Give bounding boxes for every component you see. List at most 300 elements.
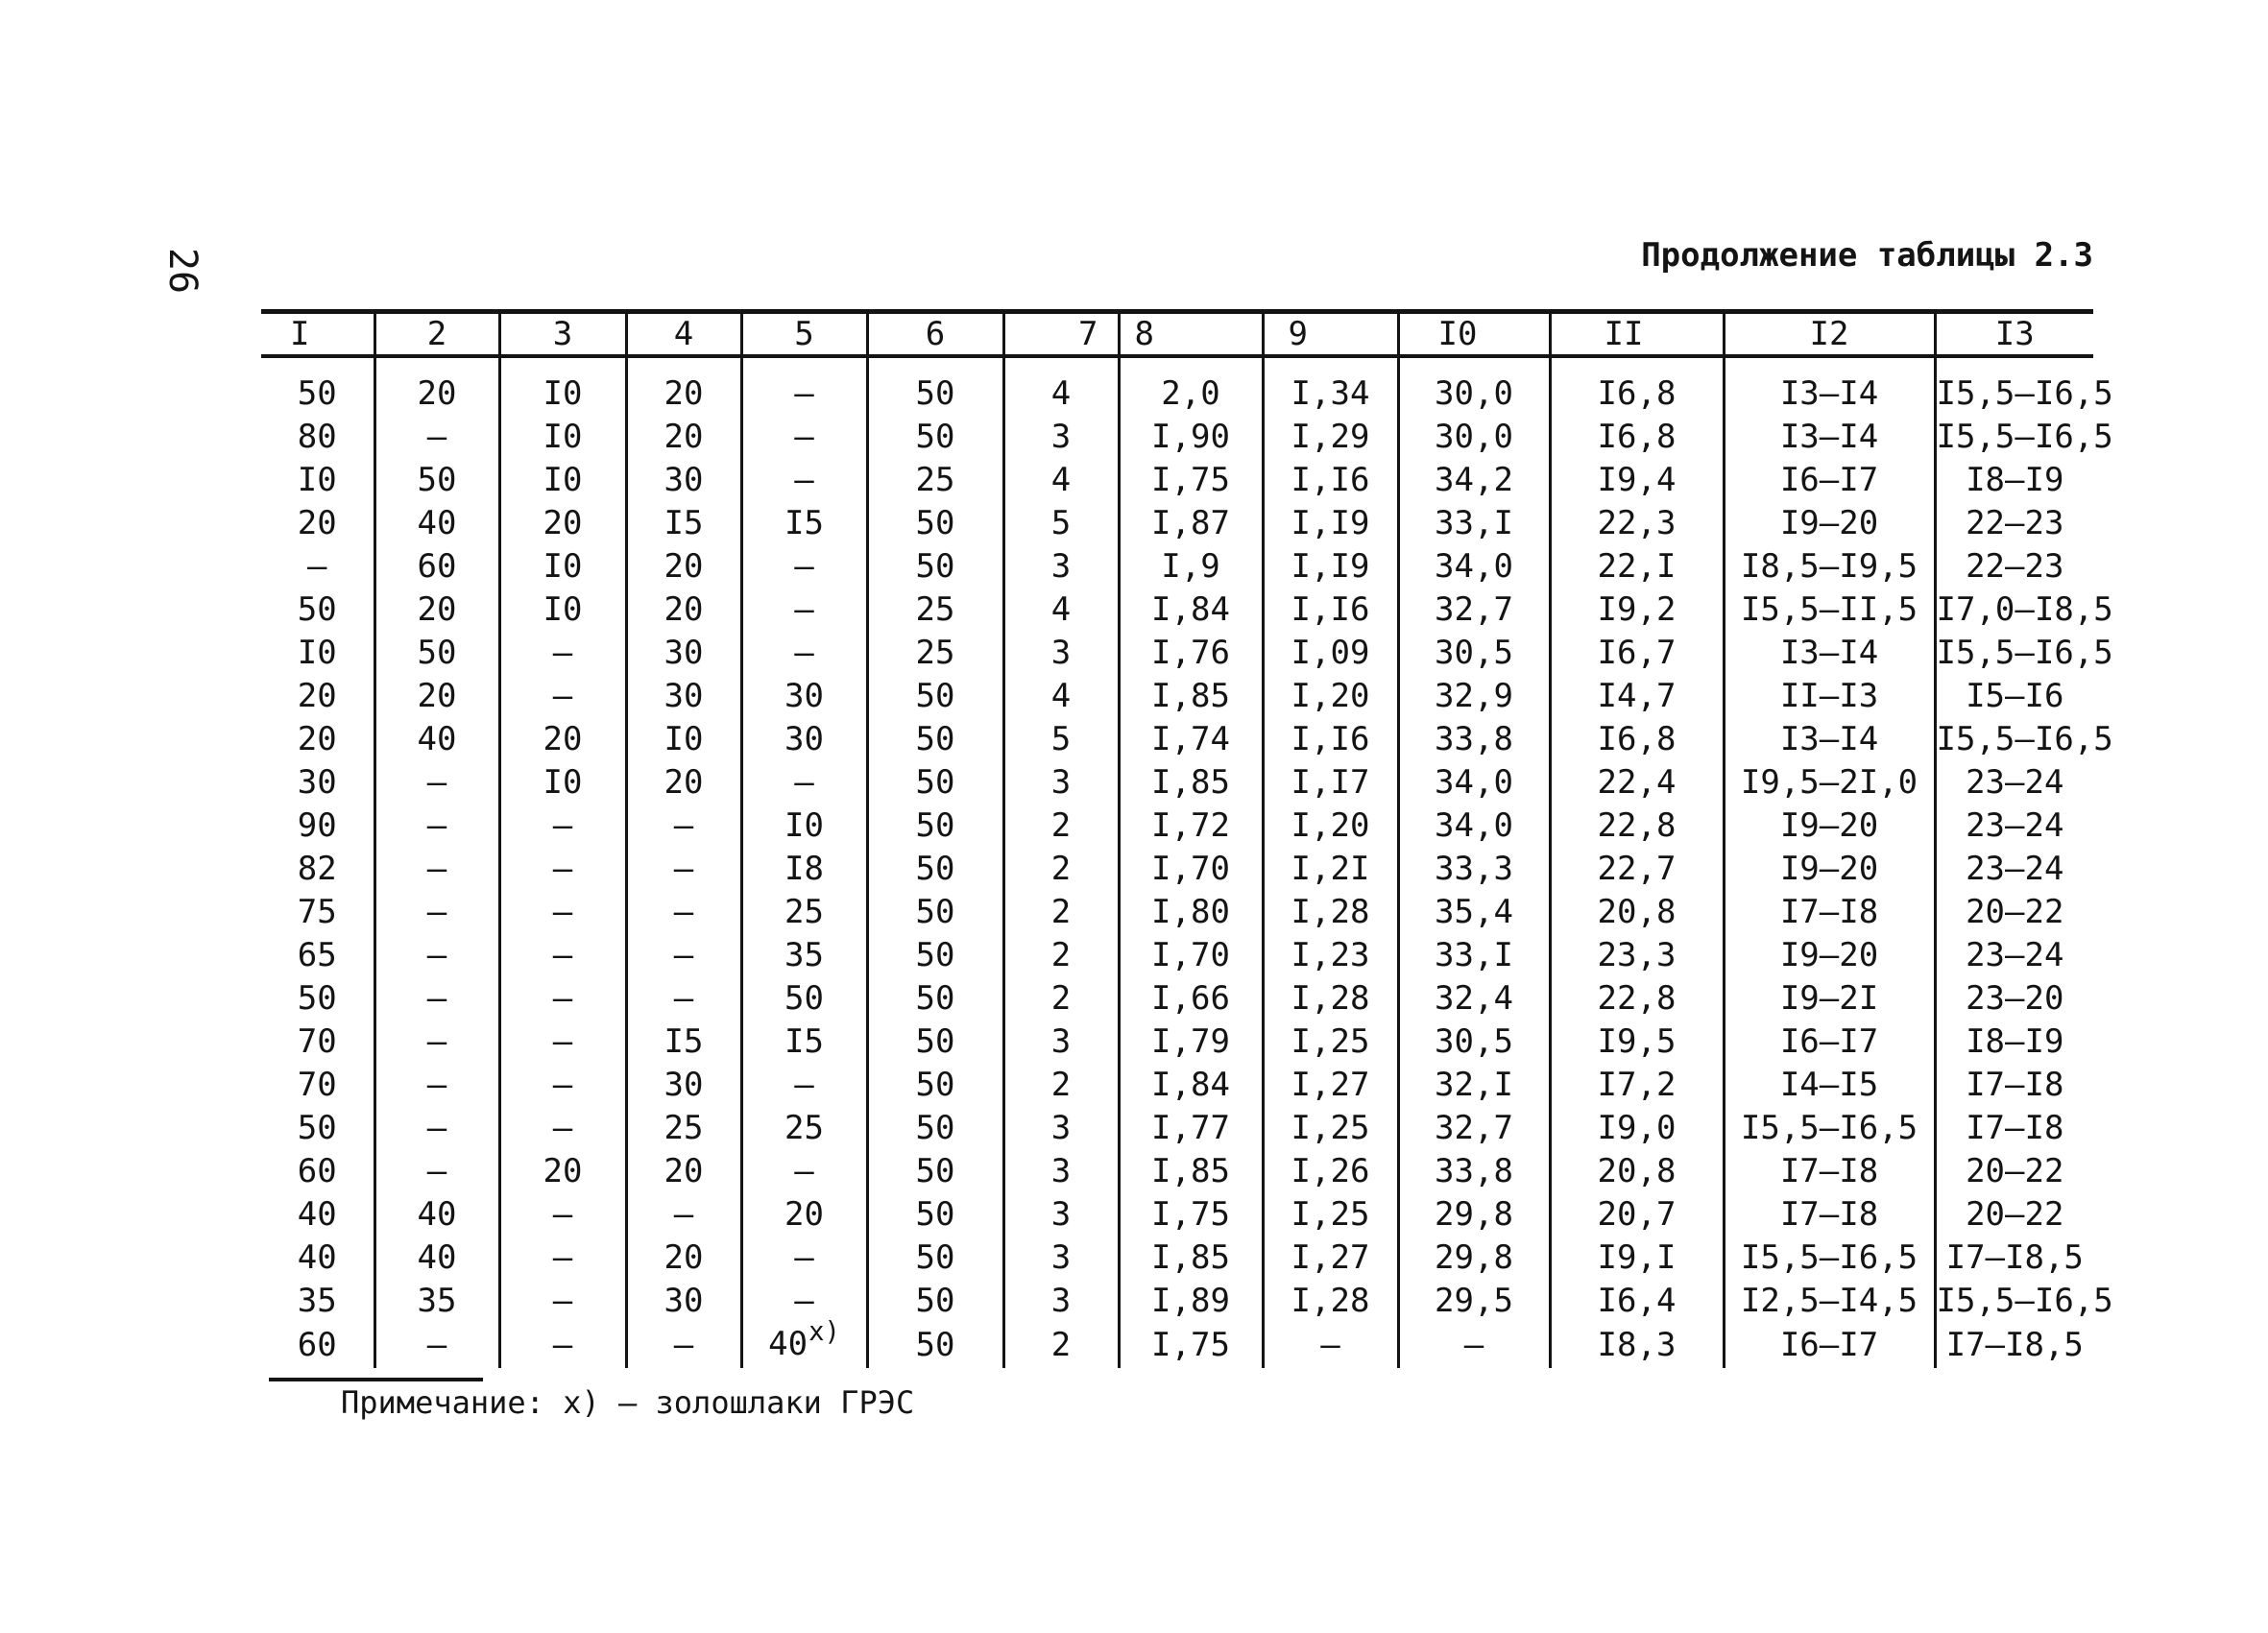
cell-value: I,84 bbox=[1151, 1066, 1230, 1104]
table-cell bbox=[499, 1323, 626, 1368]
cell-value: 20 bbox=[543, 720, 583, 758]
cell-value: 50 bbox=[915, 1109, 955, 1147]
table-cell bbox=[1003, 718, 1119, 761]
cell-value: 32,7 bbox=[1435, 590, 1513, 629]
table-cell bbox=[1550, 804, 1724, 848]
table-cell bbox=[1263, 1193, 1398, 1237]
cell-value: 20,8 bbox=[1597, 1152, 1677, 1190]
table-cell bbox=[867, 1150, 1003, 1193]
table-cell bbox=[1263, 1280, 1398, 1323]
table-cell bbox=[1398, 1237, 1550, 1280]
table-cell bbox=[867, 1107, 1003, 1150]
cell-value: 40 bbox=[417, 504, 457, 542]
footnote-marker: x) bbox=[808, 1317, 840, 1348]
table-cell bbox=[1724, 1280, 1935, 1323]
cell-value: I8–I9 bbox=[1966, 1022, 2064, 1061]
cell-value: 30,0 bbox=[1435, 374, 1513, 413]
cell-value: I6,8 bbox=[1597, 374, 1677, 413]
table-cell bbox=[1119, 1193, 1263, 1237]
table-cell bbox=[1724, 848, 1935, 891]
table-cell bbox=[1550, 1021, 1724, 1064]
table-cell bbox=[1398, 804, 1550, 848]
table-cell bbox=[374, 1064, 499, 1107]
table-cell bbox=[741, 1193, 867, 1237]
table-cell bbox=[374, 675, 499, 718]
table-cell bbox=[1398, 891, 1550, 934]
cell-value: – bbox=[552, 677, 573, 715]
table-cell bbox=[1263, 416, 1398, 459]
cell-value: 40 bbox=[297, 1195, 337, 1234]
table-cell bbox=[741, 804, 867, 848]
cell-value: 23–24 bbox=[1966, 763, 2064, 802]
cell-value: 50 bbox=[297, 374, 337, 413]
table-row bbox=[261, 891, 2093, 934]
cell-value: 23,3 bbox=[1597, 936, 1677, 974]
table-cell bbox=[1724, 459, 1935, 502]
table-cell bbox=[261, 718, 374, 761]
table-cell bbox=[1263, 891, 1398, 934]
table-cell bbox=[261, 354, 374, 416]
table-cell bbox=[499, 848, 626, 891]
cell-value: – bbox=[673, 1195, 694, 1234]
table-row bbox=[261, 1193, 2093, 1237]
table-cell bbox=[867, 1193, 1003, 1237]
table-cell bbox=[1935, 804, 2093, 848]
table-cell bbox=[626, 1193, 741, 1237]
table-cell bbox=[741, 1280, 867, 1323]
column-header-11: II bbox=[1550, 314, 1724, 354]
column-header-1: I bbox=[290, 315, 310, 353]
table-cell bbox=[867, 354, 1003, 416]
table-cell bbox=[741, 1021, 867, 1064]
table-cell bbox=[1724, 718, 1935, 761]
cell-value: I0 bbox=[543, 461, 583, 499]
table-cell bbox=[261, 761, 374, 804]
table-cell bbox=[374, 761, 499, 804]
cell-value: 50 bbox=[915, 806, 955, 845]
cell-value: I,34 bbox=[1291, 374, 1370, 413]
cell-value: I,I6 bbox=[1291, 461, 1370, 499]
table-cell bbox=[374, 1323, 499, 1368]
table-cell bbox=[1119, 1107, 1263, 1150]
cell-value: I5,5–I6,5 bbox=[1936, 374, 2113, 413]
cell-value: I5 bbox=[784, 1022, 824, 1061]
table-cell bbox=[261, 1021, 374, 1064]
table-cell bbox=[626, 718, 741, 761]
cell-value: 2 bbox=[1050, 806, 1072, 845]
table-cell bbox=[626, 891, 741, 934]
table-row bbox=[261, 761, 2093, 804]
cell-value: – bbox=[794, 418, 814, 456]
cell-value: 20 bbox=[543, 504, 583, 542]
cell-value: I3–I4 bbox=[1779, 634, 1879, 672]
cell-value: 20–22 bbox=[1966, 1152, 2064, 1190]
cell-value: 50 bbox=[297, 590, 337, 629]
cell-value: I8 bbox=[784, 850, 824, 888]
cell-value: 30,5 bbox=[1435, 1022, 1513, 1061]
table-cell bbox=[1119, 588, 1263, 632]
table-row bbox=[261, 848, 2093, 891]
table-cell bbox=[1003, 588, 1119, 632]
cell-value: 34,0 bbox=[1435, 806, 1513, 845]
cell-value: 30 bbox=[664, 1282, 704, 1320]
table-row bbox=[261, 934, 2093, 977]
cell-value: I7,0–I8,5 bbox=[1936, 590, 2113, 629]
cell-value: – bbox=[794, 590, 814, 629]
footnote: Примечание: x) – золошлаки ГРЭС bbox=[341, 1384, 915, 1421]
cell-value: 34,0 bbox=[1435, 547, 1513, 586]
table-cell bbox=[499, 1280, 626, 1323]
table-cell bbox=[374, 1237, 499, 1280]
cell-value: 50 bbox=[417, 461, 457, 499]
table-cell bbox=[1935, 1237, 2093, 1280]
table-cell bbox=[741, 1064, 867, 1107]
cell-value: – bbox=[426, 806, 447, 845]
cell-value: 40 bbox=[768, 1325, 808, 1363]
cell-value: I5,5–I6,5 bbox=[1936, 720, 2113, 758]
cell-value: I,2I bbox=[1291, 850, 1370, 888]
column-header-5: 5 bbox=[741, 314, 867, 354]
cell-value: – bbox=[552, 1066, 573, 1104]
table-row bbox=[261, 718, 2093, 761]
cell-value: 35,4 bbox=[1435, 893, 1513, 931]
table-cell bbox=[1398, 1150, 1550, 1193]
cell-value: – bbox=[794, 461, 814, 499]
cell-value: 20 bbox=[664, 1152, 704, 1190]
cell-value: I,66 bbox=[1151, 979, 1230, 1018]
cell-value: 2 bbox=[1050, 1066, 1072, 1104]
table-cell bbox=[499, 891, 626, 934]
cell-value: 20–22 bbox=[1966, 893, 2064, 931]
table-cell bbox=[499, 545, 626, 588]
table-cell bbox=[741, 354, 867, 416]
table-cell bbox=[1119, 632, 1263, 675]
table-cell bbox=[1550, 545, 1724, 588]
table-cell bbox=[741, 1317, 867, 1368]
table-cell bbox=[1935, 1193, 2093, 1237]
table-cell bbox=[626, 1237, 741, 1280]
table-cell bbox=[499, 1193, 626, 1237]
table-cell bbox=[261, 891, 374, 934]
cell-value: – bbox=[426, 1022, 447, 1061]
table-cell bbox=[1003, 1323, 1119, 1368]
cell-value: I5,5–I6,5 bbox=[1740, 1109, 1918, 1147]
cell-value: – bbox=[552, 1238, 573, 1277]
table-cell bbox=[1263, 804, 1398, 848]
table-cell bbox=[867, 718, 1003, 761]
cell-value: 32,7 bbox=[1435, 1109, 1513, 1147]
table-cell bbox=[867, 588, 1003, 632]
table-cell bbox=[867, 934, 1003, 977]
table-cell bbox=[1003, 1237, 1119, 1280]
table-cell bbox=[1119, 354, 1263, 416]
cell-value: 30 bbox=[784, 720, 824, 758]
cell-value: 22,8 bbox=[1597, 806, 1677, 845]
table-cell bbox=[1003, 1021, 1119, 1064]
table-caption: Продолжение таблицы 2.3 bbox=[1641, 236, 2093, 275]
table-cell bbox=[626, 354, 741, 416]
cell-value: 50 bbox=[915, 677, 955, 715]
table-cell bbox=[1398, 588, 1550, 632]
cell-value: 50 bbox=[297, 979, 337, 1018]
cell-value: I0 bbox=[297, 634, 337, 672]
table-cell bbox=[1003, 848, 1119, 891]
table-cell bbox=[1003, 545, 1119, 588]
cell-value: I9–20 bbox=[1779, 504, 1879, 542]
cell-value: 3 bbox=[1050, 763, 1072, 802]
cell-value: I,85 bbox=[1151, 1152, 1230, 1190]
cell-value: I5,5–I6,5 bbox=[1936, 1282, 2113, 1320]
table-cell bbox=[867, 804, 1003, 848]
table-cell bbox=[1398, 545, 1550, 588]
cell-value: 3 bbox=[1050, 1195, 1072, 1234]
cell-value: 22,I bbox=[1597, 547, 1677, 586]
cell-value: 25 bbox=[915, 634, 955, 672]
cell-value: I3–I4 bbox=[1779, 374, 1879, 413]
cell-value: I,75 bbox=[1151, 1326, 1230, 1364]
table-cell bbox=[499, 934, 626, 977]
cell-value: 3 bbox=[1050, 1152, 1072, 1190]
table-cell bbox=[1003, 1064, 1119, 1107]
table-cell bbox=[867, 1280, 1003, 1323]
table-cell bbox=[499, 1021, 626, 1064]
table-cell bbox=[1003, 934, 1119, 977]
table-cell bbox=[1724, 1237, 1935, 1280]
cell-value: I,9 bbox=[1161, 547, 1220, 586]
column-header-12: I2 bbox=[1724, 314, 1935, 354]
cell-value: 40 bbox=[297, 1238, 337, 1277]
table-cell bbox=[1398, 1021, 1550, 1064]
table-cell bbox=[261, 1323, 374, 1368]
table-cell bbox=[741, 1107, 867, 1150]
cell-value: 30 bbox=[664, 461, 704, 499]
table-cell bbox=[1398, 761, 1550, 804]
table-cell bbox=[1263, 1021, 1398, 1064]
cell-value: 20,8 bbox=[1597, 893, 1677, 931]
table-cell bbox=[374, 977, 499, 1021]
cell-value: 35 bbox=[417, 1282, 457, 1320]
cell-value: – bbox=[794, 1152, 814, 1190]
table-cell bbox=[1263, 354, 1398, 416]
table-cell bbox=[1003, 632, 1119, 675]
table-cell bbox=[261, 1280, 374, 1323]
cell-value: I9,5 bbox=[1597, 1022, 1677, 1061]
cell-value: I,28 bbox=[1291, 979, 1370, 1018]
table-cell bbox=[499, 675, 626, 718]
cell-value: 25 bbox=[915, 461, 955, 499]
table-cell bbox=[1935, 459, 2093, 502]
table-cell bbox=[499, 459, 626, 502]
cell-value: 3 bbox=[1050, 547, 1072, 586]
table-cell bbox=[1550, 416, 1724, 459]
cell-value: I5,5–I6,5 bbox=[1936, 634, 2113, 672]
cell-value: 30,5 bbox=[1435, 634, 1513, 672]
table-cell bbox=[1263, 1064, 1398, 1107]
table-cell bbox=[626, 1280, 741, 1323]
table-cell bbox=[1724, 1107, 1935, 1150]
cell-value: I5 bbox=[664, 504, 704, 542]
cell-value: I9–20 bbox=[1779, 850, 1879, 888]
cell-value: 29,8 bbox=[1435, 1195, 1513, 1234]
cell-value: – bbox=[552, 936, 573, 974]
table-cell bbox=[1119, 1021, 1263, 1064]
cell-value: 22,4 bbox=[1597, 763, 1677, 802]
cell-value: I,25 bbox=[1291, 1195, 1370, 1234]
column-header-4: 4 bbox=[626, 314, 741, 354]
table-cell bbox=[1935, 588, 2113, 632]
table-cell bbox=[1263, 1323, 1398, 1368]
table-cell bbox=[1550, 1064, 1724, 1107]
cell-value: 20,7 bbox=[1597, 1195, 1677, 1234]
cell-value: – bbox=[794, 1282, 814, 1320]
cell-value: 2 bbox=[1050, 850, 1072, 888]
page-number: 26 bbox=[160, 247, 205, 295]
table-cell bbox=[741, 1150, 867, 1193]
cell-value: 60 bbox=[417, 547, 457, 586]
table-cell bbox=[261, 1193, 374, 1237]
cell-value: I3–I4 bbox=[1779, 418, 1879, 456]
table-cell bbox=[261, 977, 374, 1021]
table-cell bbox=[374, 1150, 499, 1193]
cell-value: 20 bbox=[664, 374, 704, 413]
table-cell bbox=[1550, 1237, 1724, 1280]
table-cell bbox=[1935, 1323, 2093, 1368]
table-cell bbox=[374, 588, 499, 632]
cell-value: I,89 bbox=[1151, 1282, 1230, 1320]
table-cell bbox=[1935, 848, 2093, 891]
table-cell bbox=[1263, 977, 1398, 1021]
cell-value: 70 bbox=[297, 1022, 337, 1061]
cell-value: 3 bbox=[1050, 418, 1072, 456]
table-cell bbox=[374, 416, 499, 459]
table-cell bbox=[1119, 1323, 1263, 1368]
table-cell bbox=[867, 1237, 1003, 1280]
table-cell bbox=[374, 502, 499, 545]
table-cell bbox=[499, 354, 626, 416]
cell-value: – bbox=[794, 763, 814, 802]
table-cell bbox=[499, 416, 626, 459]
cell-value: 50 bbox=[915, 936, 955, 974]
cell-value: 30 bbox=[664, 677, 704, 715]
footnote-separator bbox=[269, 1378, 483, 1381]
cell-value: – bbox=[552, 893, 573, 931]
cell-value: I5–I6 bbox=[1966, 677, 2064, 715]
cell-value: 33,I bbox=[1435, 936, 1513, 974]
table-cell bbox=[741, 632, 867, 675]
cell-value: 20–22 bbox=[1966, 1195, 2064, 1234]
table-cell bbox=[867, 675, 1003, 718]
cell-value: 23–24 bbox=[1966, 936, 2064, 974]
table-cell bbox=[1550, 848, 1724, 891]
table-cell bbox=[1119, 459, 1263, 502]
table-cell bbox=[261, 545, 374, 588]
table-cell bbox=[626, 1064, 741, 1107]
cell-value: 29,8 bbox=[1435, 1238, 1513, 1277]
cell-value: I,26 bbox=[1291, 1152, 1370, 1190]
cell-value: I8,3 bbox=[1597, 1326, 1677, 1364]
table-cell bbox=[1550, 1107, 1724, 1150]
table-cell bbox=[261, 1150, 374, 1193]
cell-value: 30,0 bbox=[1435, 418, 1513, 456]
cell-value: – bbox=[673, 1326, 694, 1364]
table-cell bbox=[374, 1107, 499, 1150]
table-cell bbox=[867, 459, 1003, 502]
cell-value: 30 bbox=[664, 1066, 704, 1104]
table-cell bbox=[626, 1107, 741, 1150]
table-cell bbox=[1550, 761, 1724, 804]
table-cell bbox=[499, 588, 626, 632]
table-cell bbox=[867, 977, 1003, 1021]
table-cell bbox=[1935, 1280, 2113, 1323]
cell-value: 2 bbox=[1050, 936, 1072, 974]
cell-value: 4 bbox=[1050, 590, 1072, 629]
table-cell bbox=[1550, 675, 1724, 718]
table-cell bbox=[499, 977, 626, 1021]
table-cell bbox=[867, 632, 1003, 675]
table-cell bbox=[741, 675, 867, 718]
cell-value: 20 bbox=[417, 374, 457, 413]
column-header-13: I3 bbox=[1935, 314, 2093, 354]
cell-value: 50 bbox=[297, 1109, 337, 1147]
table-cell bbox=[1550, 459, 1724, 502]
cell-value: 2 bbox=[1050, 979, 1072, 1018]
table-cell bbox=[261, 588, 374, 632]
cell-value: – bbox=[426, 936, 447, 974]
table-cell bbox=[741, 1237, 867, 1280]
cell-value: 20 bbox=[417, 677, 457, 715]
cell-value: I,27 bbox=[1291, 1066, 1370, 1104]
table-cell bbox=[1398, 848, 1550, 891]
cell-value: – bbox=[794, 1238, 814, 1277]
table-cell bbox=[626, 977, 741, 1021]
cell-value: I,70 bbox=[1151, 850, 1230, 888]
cell-value: 50 bbox=[915, 1282, 955, 1320]
cell-value: – bbox=[426, 418, 447, 456]
table-cell bbox=[261, 1064, 374, 1107]
table-cell bbox=[741, 761, 867, 804]
cell-value: 50 bbox=[417, 634, 457, 672]
cell-value: 25 bbox=[784, 893, 824, 931]
cell-value: 82 bbox=[297, 850, 337, 888]
cell-value: I8–I9 bbox=[1966, 461, 2064, 499]
table-cell bbox=[1119, 1237, 1263, 1280]
cell-value: 33,8 bbox=[1435, 720, 1513, 758]
table-cell bbox=[1550, 934, 1724, 977]
cell-value: I,72 bbox=[1151, 806, 1230, 845]
table-row bbox=[261, 416, 2093, 459]
table-cell bbox=[626, 545, 741, 588]
cell-value: 50 bbox=[915, 893, 955, 931]
table-cell bbox=[374, 1280, 499, 1323]
cell-value: 2,0 bbox=[1161, 374, 1220, 413]
cell-value: 30 bbox=[297, 763, 337, 802]
table-cell bbox=[1935, 675, 2093, 718]
table-cell bbox=[1003, 1150, 1119, 1193]
table-cell bbox=[1263, 1107, 1398, 1150]
cell-value: I,75 bbox=[1151, 1195, 1230, 1234]
table-cell bbox=[1263, 1150, 1398, 1193]
table-cell bbox=[1935, 1064, 2093, 1107]
cell-value: – bbox=[673, 936, 694, 974]
cell-value: 4 bbox=[1050, 677, 1072, 715]
table-cell bbox=[1119, 1064, 1263, 1107]
table-cell bbox=[261, 632, 374, 675]
table-cell bbox=[1263, 632, 1398, 675]
table-cell bbox=[374, 354, 499, 416]
table-row bbox=[261, 459, 2093, 502]
cell-value: I0 bbox=[784, 806, 824, 845]
table-cell bbox=[626, 934, 741, 977]
